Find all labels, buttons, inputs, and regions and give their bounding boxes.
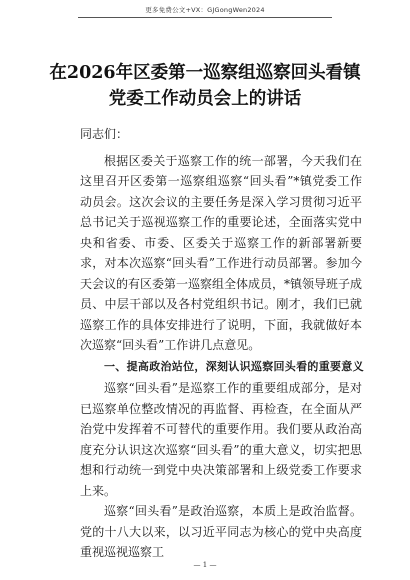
header-note: 更多免费公文+VX：GJGongWen2024 <box>145 6 265 14</box>
header-divider <box>78 17 332 18</box>
document-body <box>80 124 362 563</box>
salutation: 同志们： <box>80 127 129 141</box>
document-title <box>0 60 410 112</box>
title-line-1: 在2026年区委第一巡察组巡察回头看镇 <box>49 63 361 83</box>
section-1-paragraph-1: 巡察“回头看”是巡察工作的重要组成部分，是对已巡察单位整改情况的再监督、再检查，在全面从严治党中发挥着不可替代的重要作用。我们要从政治高度充分认识这次巡察“回头看”的重大意义，切实把思想和行动统一到党中央决策部署和上级党委工作要求上来。 <box>80 381 362 498</box>
intro-paragraph: 根据区委关于巡察工作的统一部署，今天我们在这里召开区委第一巡察组巡察“回头看”*镇党委工作动员会。这次会议的主要任务是深入学习贯彻习近平总书记关于巡视巡察工作的重要论述，全面落实党中央和省委、市委、区委关于巡察工作的新部署新要求，对本次巡察“回头看”工作进行动员部署。参加今天会议的有区委第一巡察组全体成员，*镇领导班子成员、中层干部以及各村党组织书记。刚才，我们已就巡察工作的具体安排进行了说明，下面，我就做好本次巡察“回头看”工作讲几点意见。 <box>80 153 363 352</box>
page-number: — 1 — <box>193 561 217 569</box>
title-line-2: 党委工作动员会上的讲话 <box>108 89 302 109</box>
section-heading-1: 一、提高政治站位，深刻认识巡察回头看的重要意义 <box>104 359 364 373</box>
section-1-paragraph-2: 巡察“回头看”是政治巡察，本质上是政治监督。党的十八大以来，以习近平同志为核心的党中央高度重视巡视巡察工 <box>80 504 362 559</box>
